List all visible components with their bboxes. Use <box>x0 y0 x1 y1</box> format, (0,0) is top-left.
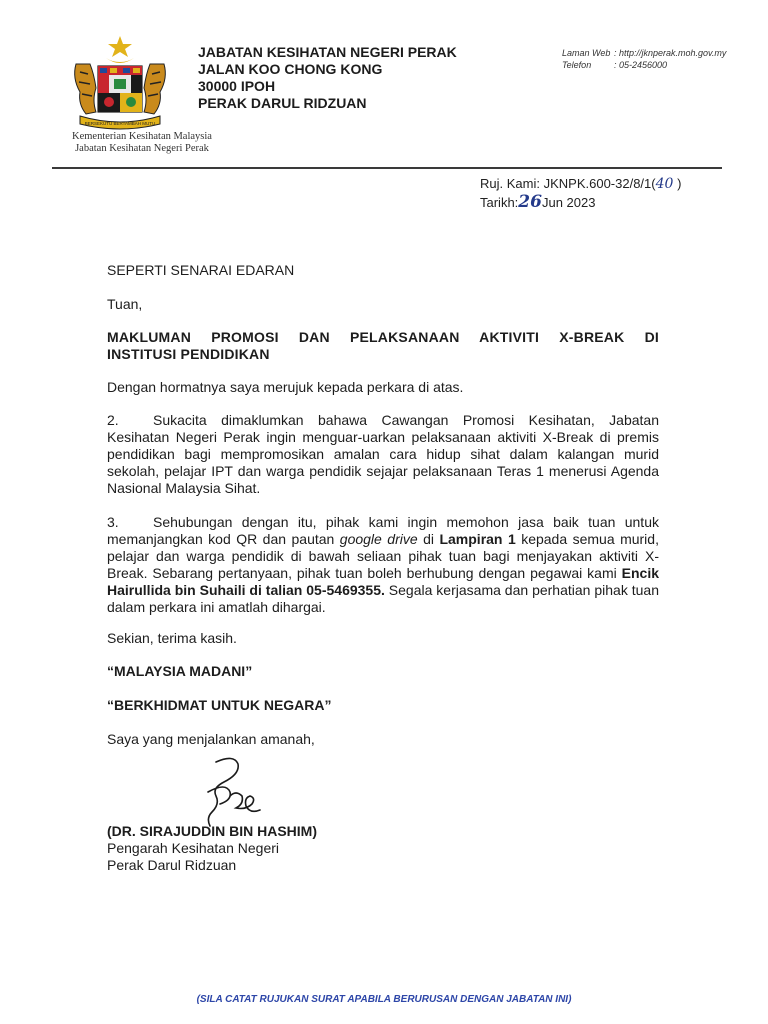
reference-close: ) <box>677 176 682 191</box>
date-month-year: Jun 2023 <box>541 195 596 210</box>
paragraph-3-text-b: di <box>417 531 440 547</box>
opening-sentence: Dengan hormatnya saya merujuk kepada perkara di atas. <box>107 379 464 395</box>
address-line-4: PERAK DARUL RIDZUAN <box>198 95 367 111</box>
agency-line-2: Jabatan Kesihatan Negeri Perak <box>75 143 209 154</box>
address-line-1: JABATAN KESIHATAN NEGERI PERAK <box>198 44 457 60</box>
paragraph-3 <box>107 514 659 616</box>
google-drive-text: google drive <box>339 531 418 547</box>
header-divider <box>52 167 722 169</box>
website-contact <box>562 48 726 58</box>
letter-date <box>480 192 595 212</box>
coat-of-arms-logo <box>66 34 174 132</box>
salutation: Tuan, <box>107 296 143 312</box>
website-value: : http://jknperak.moh.gov.my <box>614 48 727 58</box>
department-address <box>198 44 457 112</box>
agency-line-1: Kementerian Kesihatan Malaysia <box>72 131 212 142</box>
reference-handwritten: 40 <box>655 176 674 192</box>
paragraph-3-text-a: Sehubungan dengan itu, pihak kami ingin memohon jasa baik tuan untuk memanjangkan kod QR dan pautan <box>107 514 659 547</box>
closing-line: Sekian, terima kasih. <box>107 630 237 646</box>
paragraph-2 <box>107 412 659 497</box>
signatory-title-1: Pengarah Kesihatan Negeri <box>107 840 280 856</box>
phone-contact <box>562 60 667 70</box>
trust-line: Saya yang menjalankan amanah, <box>107 731 315 747</box>
attachment-reference: Lampiran 1 <box>439 531 516 547</box>
phone-label: Telefon <box>562 60 592 70</box>
address-line-2: JALAN KOO CHONG KONG <box>198 61 383 77</box>
recipient-line: SEPERTI SENARAI EDARAN <box>107 262 295 278</box>
paragraph-3-text-d: Segala kerjasama dan perhatian pihak tuan dalam perkara ini amatlah dihargai. <box>107 582 659 615</box>
reference-number <box>480 176 681 192</box>
slogan-malaysia-madani: “MALAYSIA MADANI” <box>107 663 253 679</box>
reference-label: Ruj. Kami: <box>480 176 540 191</box>
footer-reference-note: (SILA CATAT RUJUKAN SURAT APABILA BERURUSAN DENGAN JABATAN INI) <box>196 994 572 1005</box>
website-label: Laman Web <box>562 48 611 58</box>
date-handwritten: 26 <box>518 192 542 212</box>
address-line-3: 30000 IPOH <box>198 78 276 94</box>
paragraph-3-number: 3. <box>107 514 119 530</box>
crest-motto: BERSEKUTU BERTAMBAH MUTU <box>84 121 156 126</box>
phone-value: : 05-2456000 <box>614 60 668 70</box>
contact-officer: Encik Hairullida bin Suhaili di talian 05-5469355. <box>107 565 659 598</box>
paragraph-2-text: Sukacita dimaklumkan bahawa Cawangan Promosi Kesihatan, Jabatan Kesihatan Negeri Perak ingin menguar-uarkan pelaksanaan aktiviti X-Break di premis pendidikan bagi mempromosikan amalan cara hidup sihat dalam kalangan murid sekolah, pelajar IPT dan warga pendidik sejajar pelaksanaan Teras 1 menerusi Agenda Nasional Malaysia Sihat. <box>107 412 659 496</box>
signatory-title-2: Perak Darul Ridzuan <box>107 857 237 873</box>
paragraph-2-number: 2. <box>107 412 119 428</box>
slogan-berkhidmat: “BERKHIDMAT UNTUK NEGARA” <box>107 697 332 713</box>
subject-line-1: MAKLUMAN PROMOSI DAN PELAKSANAAN AKTIVITI X-BREAK DI <box>107 329 659 345</box>
paragraph-3-text-c: kepada semua murid, pelajar dan warga pendidik di bawah seliaan pihak tuan bagi menjayakan aktiviti X-Break. Sebarang pertanyaan, pihak tuan boleh berhubung dengan pegawai kami <box>107 531 659 581</box>
subject-line-2: INSTITUSI PENDIDIKAN <box>107 346 270 362</box>
reference-value: JKNPK.600-32/8/1( <box>543 176 656 191</box>
signatory-name: (DR. SIRAJUDDIN BIN HASHIM) <box>107 823 317 839</box>
date-label: Tarikh: <box>480 195 519 210</box>
handwritten-signature <box>186 752 276 830</box>
